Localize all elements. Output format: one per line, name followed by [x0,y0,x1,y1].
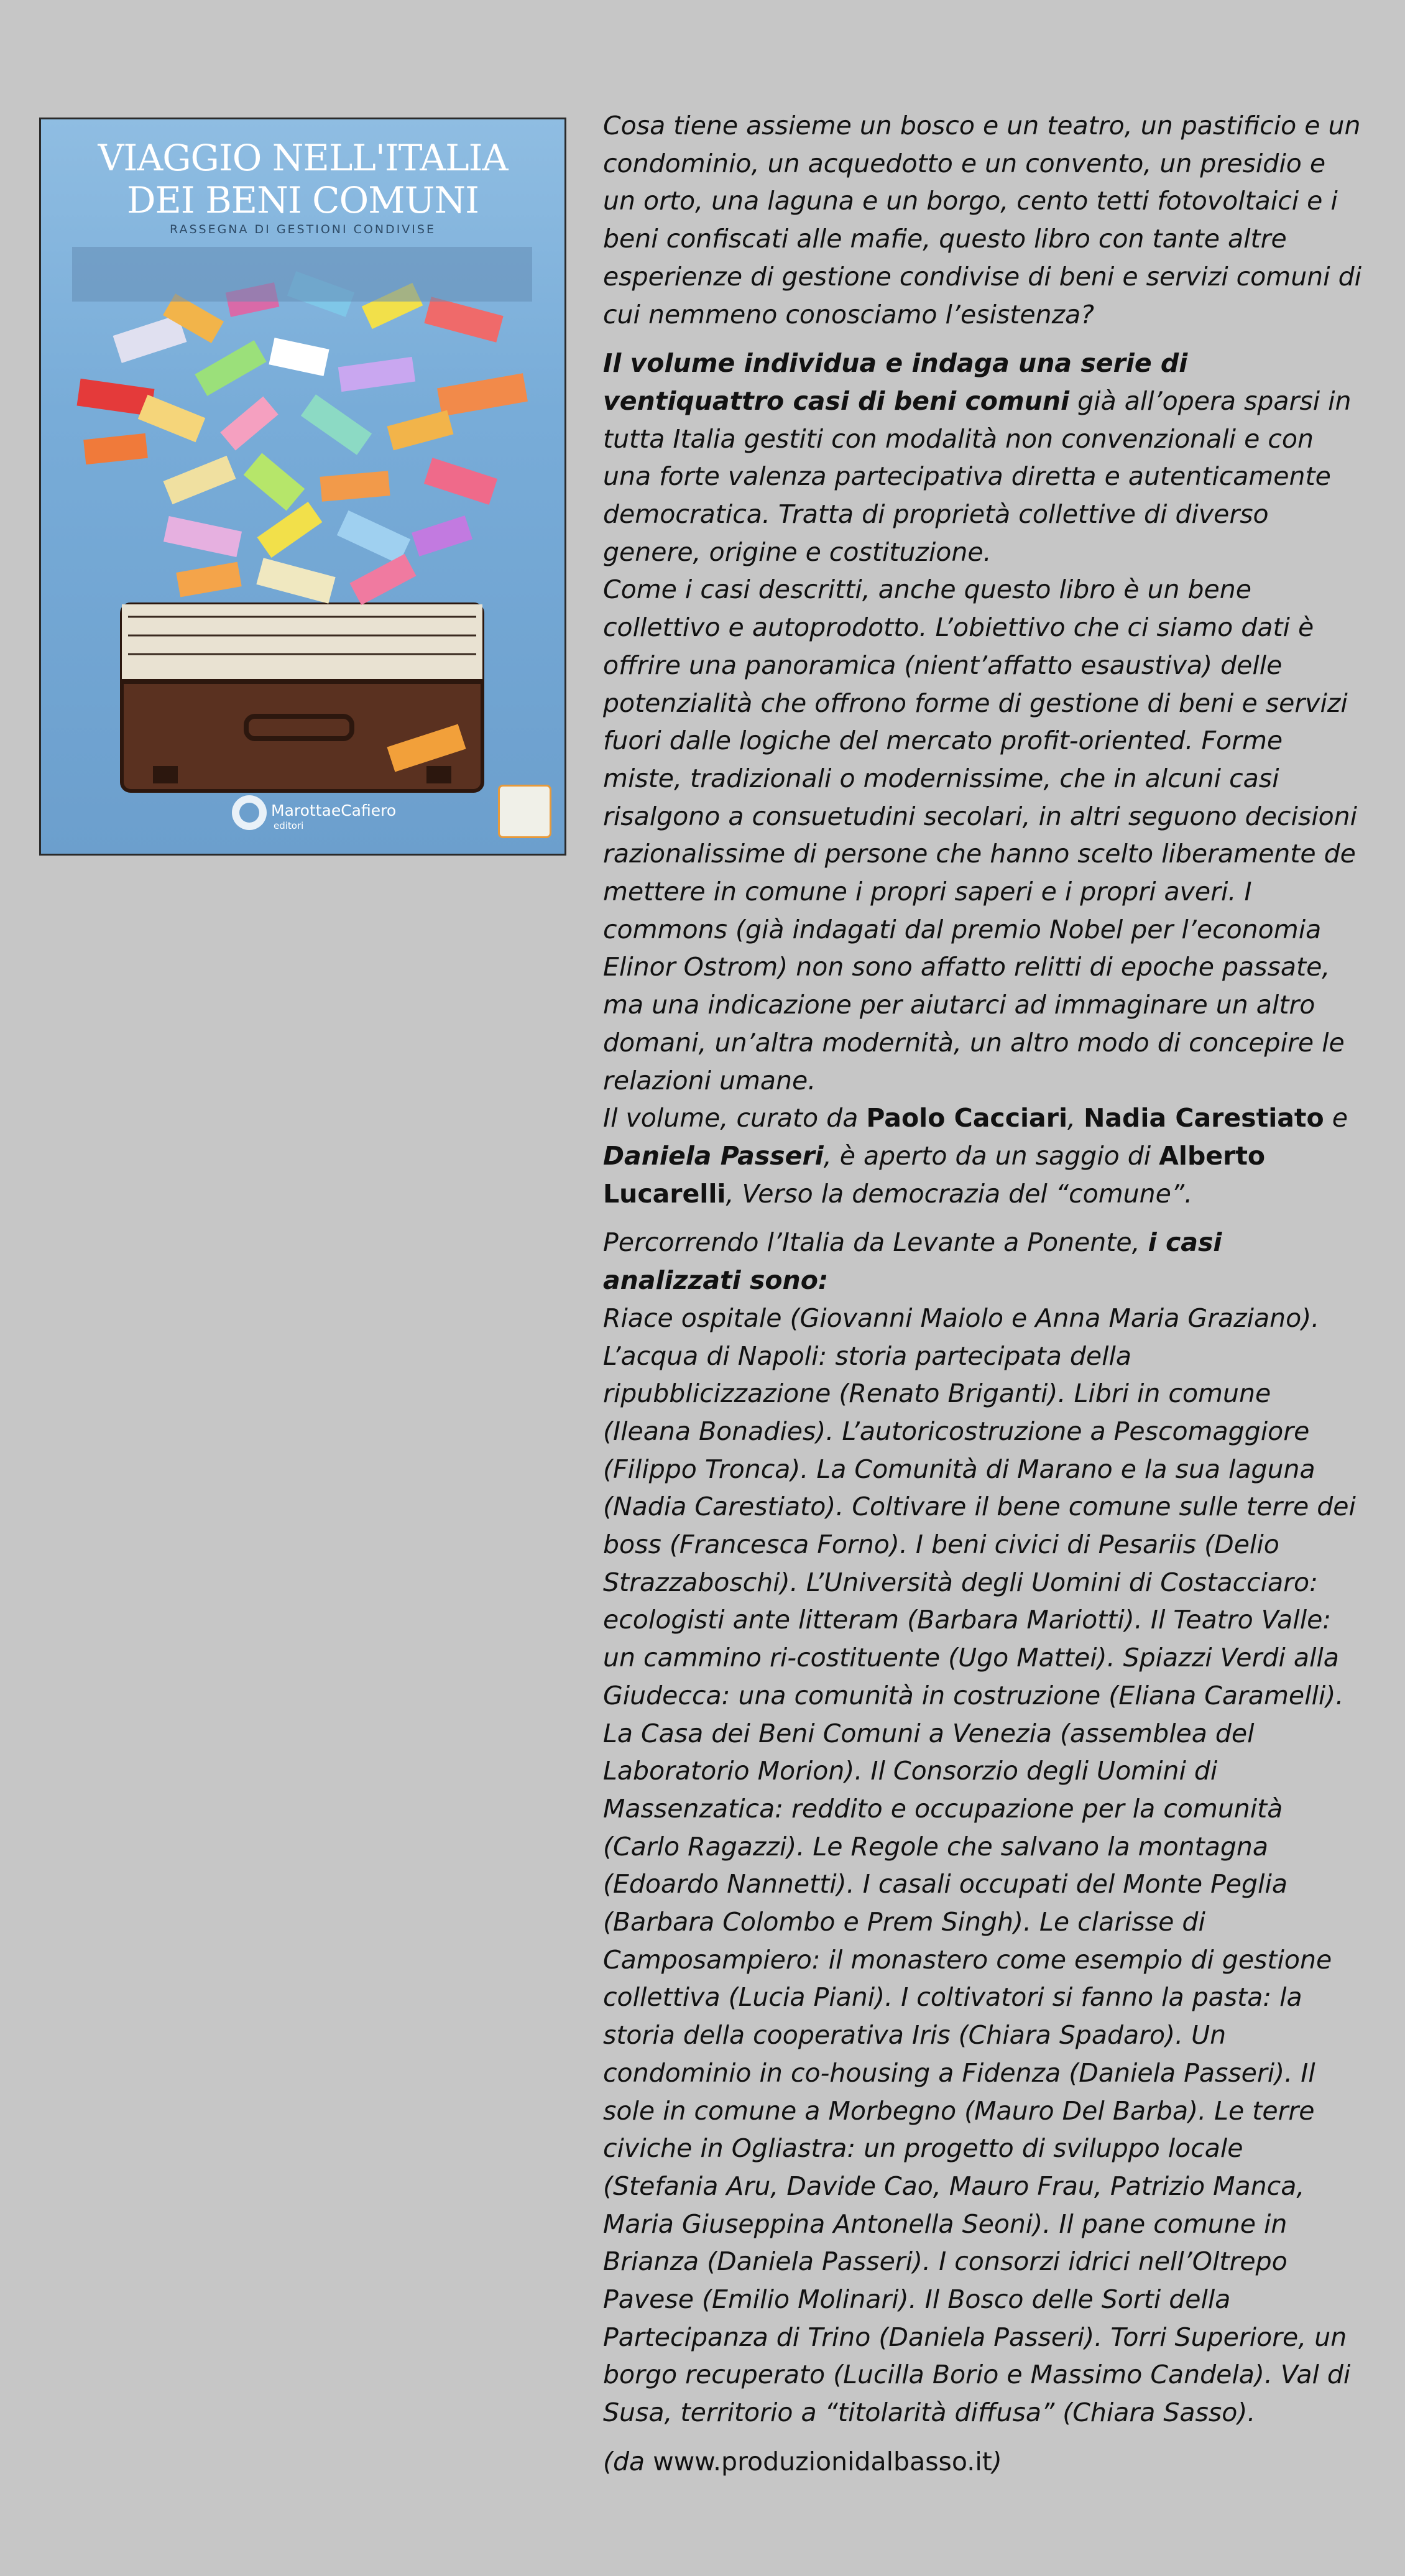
intro-question: Cosa tiene assieme un bosco e un teatro, un pastificio e un condominio, un acquedotto e un convento, un presidio e un orto, una laguna e un borgo, cento tetti fotovoltaici e i beni confiscati alle mafie, questo libro con tante altre esperienze di gestione condivise di beni e servizi comuni di cui nemmeno conosciamo l’esistenza? [603,111,1362,330]
collective-paragraph: Come i casi descritti, anche questo libro è un bene collettivo e autoprodotto. L’obiettivo che ci siamo dati è offrire una panoramica (nient’affatto esaustiva) delle potenzialità che offrono forme di gestione di beni e servizi fuori dalle logiche del mercato profit-oriented. Forme miste, tradizionali o modernissime, che in alcuni casi risalgono a consuetudini secolari, in altri seguono decisioni razionalissime di persone che hanno scelto liberamente de mettere in comune i propri saperi e i propri averi. I commons (già indagati dal premio Nobel per l’economia Elinor Ostrom) non sono affatto relitti di epoche passate, ma una indicazione per aiutarci ad immaginare un altro domani, un’altra modernità, un altro modo di concepire le relazioni umane. [603,575,1358,1096]
source-suffix: ) [992,2446,1002,2477]
para1-rest: già all’opera sparsi in tutta Italia gestiti con modalità non convenzionali e con una forte valenza partecipativa diretta e autenticamente democratica. Tratta di proprietà collettive di diverso genere, origine e costituzione. [603,385,1352,567]
source-link[interactable]: www.produzionidalbasso.it [653,2446,992,2477]
source-credit [603,2443,1365,2481]
sep1: , [1067,1103,1084,1133]
cover-title-line1: VIAGGIO NELL'ITALIA [98,137,508,179]
publisher-logo [240,803,396,833]
cases-list: Riace ospitale (Giovanni Maiolo e Anna Maria Graziano). L’acqua di Napoli: storia partecipata della ripubblicizzazione (Renato Briganti). Libri in comune (Ileana Bonadies). L’autoricostruzione a Pescomaggiore (Filippo Tronca). La Comunità di Marano e la sua laguna (Nadia Carestiato). Coltivare il bene comune sulle terre dei boss (Francesca Forno). I beni civici di Pesariis (Delio Strazzaboschi). L’Università degli Uomini di Costacciaro: ecologisti ante litteram (Barbara Mariotti). Il Teatro Valle: un cammino ri-costituente (Ugo Mattei). Spiazzi Verdi alla Giudecca: una comunità in costruzione (Eliana Caramelli). La Casa dei Beni Comuni a Venezia (assemblea del Laboratorio Morion). Il Consorzio degli Uomini di Massenzatica: reddito e occupazione per la comunità (Carlo Ragazzi). Le Regole che salvano la montagna (Edoardo Nannetti). I casali occupati del Monte Peglia (Barbara Colombo e Prem Singh). Le clarisse di Camposampiero: il monastero come esempio di gestione collettiva (Lucia Piani). I coltivatori si fanno la pasta: la storia della cooperativa Iris (Chiara Spadaro). Un condominio in co-housing a Fidenza (Daniela Passeri). Il sole in comune a Morbegno (Mauro Del Barba). Le terre civiche in Ogliastra: un progetto di sviluppo locale (Stefania Aru, Davide Cao, Mauro Frau, Patrizio Manca, Maria Giuseppina Antonella Seoni). Il pane comune in Brianza (Daniela Passeri). I consorzi idrici nell’Oltrepo Pavese (Emilio Molinari). Il Bosco delle Sorti della Partecipanza di Trino (Daniela Passeri). Torri Superiore, un borgo recuperato (Lucilla Borio e Massimo Candela). Val di Susa, territorio a “titolarità diffusa” (Chiara Sasso). [603,1303,1356,2428]
editor-cacciari: Paolo Cacciari [866,1103,1067,1133]
editor-carestiato: Nadia Carestiato [1084,1103,1324,1133]
bold-lead: Il volume individua e indaga una serie di ventiquattro casi di beni comuni [603,348,1188,416]
curated-suffix: , Verso la democrazia del “comune”. [726,1178,1193,1209]
cases-lead: Percorrendo l’Italia da Levante a Ponente, [603,1227,1148,1258]
cover-subtitle: RASSEGNA DI GESTIONI CONDIVISE [170,223,436,236]
editor-passeri: Daniela Passeri [603,1140,824,1171]
source-prefix: (da [603,2446,653,2477]
curated-prefix: Il volume, curato da [603,1103,867,1133]
curators-paragraph [603,1099,1365,1212]
sep2: e [1324,1103,1348,1133]
description-text [603,107,1365,2481]
cover-title-line2: DEI BENI COMUNI [126,179,479,221]
collection-badge [498,785,551,838]
curated-mid: , è aperto da un saggio di [823,1140,1159,1171]
volume-description [603,344,1365,571]
essayist-lucarelli: Alberto Lucarelli [603,1140,1266,1209]
cases-intro [603,1224,1365,1299]
cover-authors-band [72,247,532,302]
publisher-sub: editori [274,820,304,831]
book-cover-image [39,118,566,856]
publisher-name: MarottaeCafiero [271,801,397,819]
cases-lead-bold: i casi analizzati sono: [603,1227,1222,1296]
